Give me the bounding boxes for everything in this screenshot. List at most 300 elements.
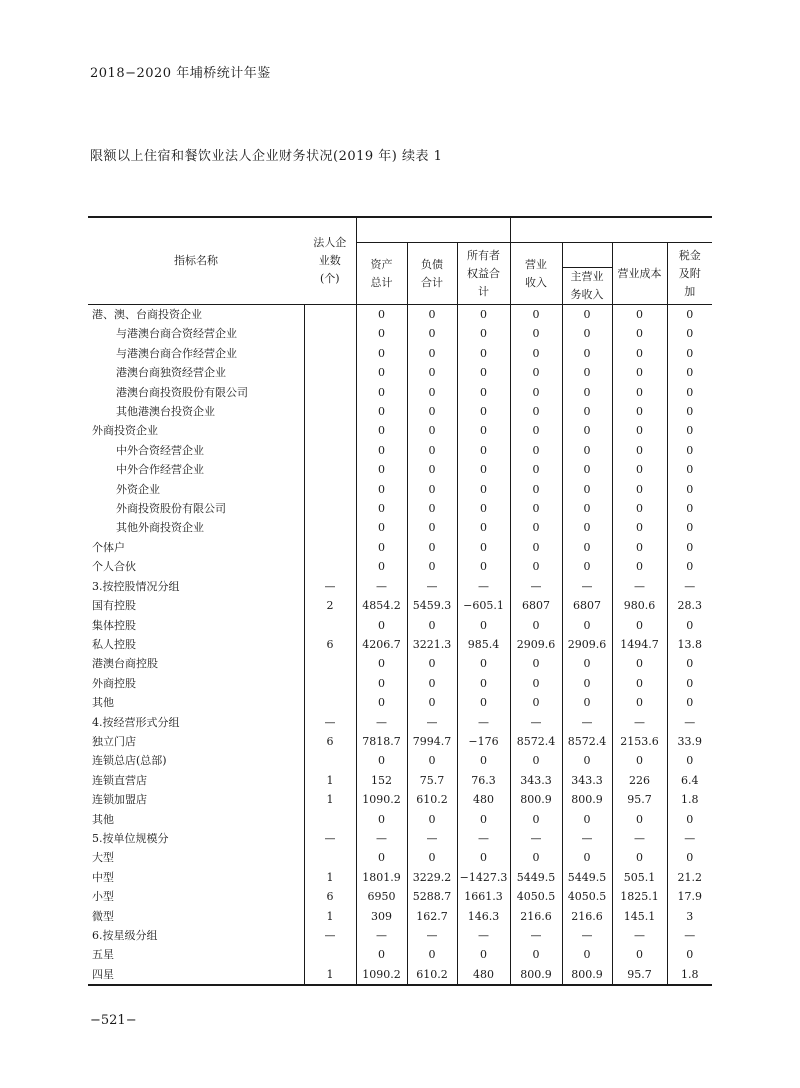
row-label: 五星	[92, 948, 114, 962]
row-label: 与港澳台商合资经营企业	[116, 327, 237, 341]
cell-liabilities: 7994.7	[407, 732, 457, 751]
cell-count	[304, 305, 356, 324]
cell-cost: 0	[612, 538, 667, 557]
cell-equity: −605.1	[457, 596, 510, 615]
cell-revenue: 0	[510, 538, 562, 557]
cell-tax: 0	[667, 674, 712, 693]
cell-main-revenue: 216.6	[562, 907, 612, 926]
row-label: 外资企业	[116, 482, 160, 496]
row-label: 私人控股	[92, 637, 136, 651]
cell-cost: 0	[612, 480, 667, 499]
cell-revenue: 5449.5	[510, 868, 562, 887]
cell-assets: 0	[356, 305, 407, 324]
row-label: 连锁总店(总部)	[92, 754, 167, 768]
cell-tax: —	[667, 577, 712, 596]
cell-cost: —	[612, 829, 667, 848]
row-label: 微型	[92, 909, 114, 923]
cell-cost: 95.7	[612, 965, 667, 985]
table-row	[88, 383, 712, 402]
cell-count	[304, 383, 356, 402]
cell-tax: 0	[667, 402, 712, 421]
table-row	[88, 751, 712, 770]
header-equity: 所有者权益合计	[457, 243, 510, 305]
cell-cost: 0	[612, 945, 667, 964]
row-label: 中型	[92, 870, 114, 884]
cell-main-revenue: 2909.6	[562, 635, 612, 654]
cell-liabilities: 0	[407, 421, 457, 440]
cell-equity: 0	[457, 460, 510, 479]
cell-main-revenue: 0	[562, 557, 612, 576]
row-label: 港澳台商投资股份有限公司	[116, 385, 248, 399]
cell-equity: 0	[457, 421, 510, 440]
table-row	[88, 887, 712, 906]
cell-tax: 0	[667, 751, 712, 770]
cell-assets: 6950	[356, 887, 407, 906]
row-label: 6.按星级分组	[92, 929, 158, 942]
cell-assets: 0	[356, 751, 407, 770]
table-row	[88, 790, 712, 809]
cell-equity: 0	[457, 499, 510, 518]
cell-revenue: 0	[510, 751, 562, 770]
cell-cost: 0	[612, 616, 667, 635]
cell-main-revenue: 0	[562, 441, 612, 460]
cell-cost: 0	[612, 383, 667, 402]
cell-count	[304, 693, 356, 712]
table-row	[88, 363, 712, 382]
cell-revenue: 0	[510, 441, 562, 460]
cell-revenue: 800.9	[510, 790, 562, 809]
cell-main-revenue: —	[562, 926, 612, 945]
cell-liabilities: 0	[407, 363, 457, 382]
cell-revenue: 0	[510, 460, 562, 479]
cell-main-revenue: 5449.5	[562, 868, 612, 887]
cell-assets: 0	[356, 421, 407, 440]
cell-tax: 0	[667, 480, 712, 499]
cell-count	[304, 480, 356, 499]
cell-assets: 0	[356, 518, 407, 537]
row-label: 大型	[92, 851, 114, 865]
cell-equity: 985.4	[457, 635, 510, 654]
row-label: 4.按经营形式分组	[92, 715, 180, 729]
cell-count: 6	[304, 887, 356, 906]
cell-liabilities: 0	[407, 751, 457, 770]
table-row	[88, 965, 712, 985]
cell-liabilities: 0	[407, 654, 457, 673]
header-main-revenue: 主营业务收入	[562, 268, 612, 305]
cell-count	[304, 945, 356, 964]
cell-revenue: 8572.4	[510, 732, 562, 751]
row-label: 与港澳台商合作经营企业	[116, 346, 237, 360]
row-label: 5.按单位规模分	[92, 831, 169, 845]
cell-count	[304, 518, 356, 537]
cell-main-revenue: —	[562, 577, 612, 596]
row-label: 个体户	[92, 540, 125, 554]
cell-revenue: 6807	[510, 596, 562, 615]
cell-tax: 0	[667, 421, 712, 440]
header-spacer	[562, 243, 612, 268]
cell-equity: 0	[457, 305, 510, 324]
cell-equity: 0	[457, 383, 510, 402]
row-label: 3.按控股情况分组	[92, 579, 180, 593]
cell-revenue: 0	[510, 383, 562, 402]
cell-liabilities: 0	[407, 518, 457, 537]
cell-assets: 4854.2	[356, 596, 407, 615]
cell-main-revenue: 8572.4	[562, 732, 612, 751]
cell-cost: 0	[612, 499, 667, 518]
cell-equity: 480	[457, 790, 510, 809]
cell-assets: —	[356, 713, 407, 732]
cell-count: 2	[304, 596, 356, 615]
cell-revenue: 0	[510, 654, 562, 673]
table-row	[88, 402, 712, 421]
cell-assets: —	[356, 926, 407, 945]
cell-main-revenue: 0	[562, 693, 612, 712]
cell-main-revenue: 0	[562, 810, 612, 829]
cell-main-revenue: 0	[562, 945, 612, 964]
cell-count	[304, 441, 356, 460]
cell-tax: 0	[667, 460, 712, 479]
cell-cost: 0	[612, 557, 667, 576]
cell-assets: 0	[356, 616, 407, 635]
cell-main-revenue: 0	[562, 518, 612, 537]
cell-count	[304, 751, 356, 770]
table-row	[88, 926, 712, 945]
cell-liabilities: 0	[407, 499, 457, 518]
cell-count: 1	[304, 907, 356, 926]
cell-assets: 0	[356, 538, 407, 557]
cell-assets: 0	[356, 693, 407, 712]
cell-assets: 0	[356, 674, 407, 693]
header-assets: 资产总计	[356, 243, 407, 305]
cell-main-revenue: 0	[562, 654, 612, 673]
cell-tax: 1.8	[667, 965, 712, 985]
cell-liabilities: 162.7	[407, 907, 457, 926]
cell-assets: 0	[356, 557, 407, 576]
row-label: 港澳台商控股	[92, 657, 158, 671]
cell-tax: 0	[667, 654, 712, 673]
cell-tax: 0	[667, 441, 712, 460]
cell-main-revenue: 0	[562, 344, 612, 363]
header-tax: 税金及附加	[667, 243, 712, 305]
cell-cost: 0	[612, 518, 667, 537]
cell-cost: 0	[612, 693, 667, 712]
cell-main-revenue: 800.9	[562, 790, 612, 809]
cell-cost: 95.7	[612, 790, 667, 809]
cell-tax: 0	[667, 945, 712, 964]
cell-liabilities: 0	[407, 538, 457, 557]
cell-count	[304, 363, 356, 382]
row-label: 中外合资经营企业	[116, 443, 204, 457]
cell-cost: 0	[612, 848, 667, 867]
cell-assets: 0	[356, 480, 407, 499]
cell-liabilities: —	[407, 577, 457, 596]
cell-revenue: 0	[510, 480, 562, 499]
header-revenue: 营业收入	[510, 243, 562, 305]
cell-liabilities: 0	[407, 305, 457, 324]
cell-revenue: 0	[510, 305, 562, 324]
cell-cost: —	[612, 926, 667, 945]
cell-liabilities: 0	[407, 480, 457, 499]
cell-equity: 0	[457, 518, 510, 537]
cell-main-revenue: 0	[562, 383, 612, 402]
cell-liabilities: 0	[407, 693, 457, 712]
cell-cost: 0	[612, 402, 667, 421]
cell-revenue: 0	[510, 848, 562, 867]
cell-tax: 0	[667, 305, 712, 324]
cell-revenue: 343.3	[510, 771, 562, 790]
cell-assets: 0	[356, 383, 407, 402]
table-row	[88, 810, 712, 829]
cell-cost: 0	[612, 363, 667, 382]
cell-assets: 7818.7	[356, 732, 407, 751]
cell-main-revenue: 0	[562, 538, 612, 557]
table-row	[88, 732, 712, 751]
header-name: 指标名称	[174, 254, 218, 267]
cell-tax: 0	[667, 383, 712, 402]
row-label: 连锁直营店	[92, 773, 147, 787]
cell-equity: 0	[457, 751, 510, 770]
cell-cost: 2153.6	[612, 732, 667, 751]
row-label: 小型	[92, 890, 114, 904]
cell-main-revenue: 343.3	[562, 771, 612, 790]
cell-main-revenue: 4050.5	[562, 887, 612, 906]
cell-revenue: 0	[510, 810, 562, 829]
table-row	[88, 907, 712, 926]
cell-revenue: 0	[510, 499, 562, 518]
cell-assets: 0	[356, 654, 407, 673]
table-row	[88, 538, 712, 557]
cell-assets: 152	[356, 771, 407, 790]
header-liabilities: 负债合计	[407, 243, 457, 305]
cell-revenue: —	[510, 829, 562, 848]
table-row	[88, 441, 712, 460]
cell-revenue: 0	[510, 421, 562, 440]
cell-count	[304, 421, 356, 440]
cell-main-revenue: 0	[562, 848, 612, 867]
cell-equity: 0	[457, 441, 510, 460]
cell-cost: 0	[612, 751, 667, 770]
cell-liabilities: 0	[407, 344, 457, 363]
cell-assets: —	[356, 577, 407, 596]
cell-main-revenue: 0	[562, 324, 612, 343]
table-row	[88, 518, 712, 537]
row-label: 中外合作经营企业	[116, 463, 204, 477]
row-label: 港、澳、台商投资企业	[92, 308, 202, 321]
table-row	[88, 480, 712, 499]
cell-tax: 0	[667, 538, 712, 557]
cell-count: 6	[304, 732, 356, 751]
cell-tax: 0	[667, 363, 712, 382]
cell-tax: 3	[667, 907, 712, 926]
cell-count: 1	[304, 771, 356, 790]
cell-liabilities: 0	[407, 674, 457, 693]
cell-liabilities: 5459.3	[407, 596, 457, 615]
table-row	[88, 771, 712, 790]
cell-liabilities: —	[407, 713, 457, 732]
table-row	[88, 577, 712, 596]
cell-equity: 0	[457, 810, 510, 829]
cell-cost: 145.1	[612, 907, 667, 926]
cell-cost: 0	[612, 421, 667, 440]
cell-assets: 309	[356, 907, 407, 926]
cell-count	[304, 460, 356, 479]
cell-revenue: 0	[510, 674, 562, 693]
cell-revenue: 0	[510, 402, 562, 421]
cell-tax: 0	[667, 616, 712, 635]
cell-equity: —	[457, 926, 510, 945]
cell-main-revenue: 0	[562, 499, 612, 518]
cell-main-revenue: 6807	[562, 596, 612, 615]
cell-revenue: 0	[510, 616, 562, 635]
cell-count	[304, 616, 356, 635]
cell-cost: 505.1	[612, 868, 667, 887]
cell-count	[304, 848, 356, 867]
cell-count: 6	[304, 635, 356, 654]
header-group-balance	[356, 217, 510, 243]
table-row	[88, 713, 712, 732]
table-row	[88, 848, 712, 867]
cell-count: 1	[304, 868, 356, 887]
cell-revenue: —	[510, 926, 562, 945]
cell-revenue: 2909.6	[510, 635, 562, 654]
row-label: 个人合伙	[92, 560, 136, 574]
cell-equity: −176	[457, 732, 510, 751]
cell-count: —	[304, 577, 356, 596]
cell-tax: 0	[667, 810, 712, 829]
cell-cost: 980.6	[612, 596, 667, 615]
cell-equity: 76.3	[457, 771, 510, 790]
cell-main-revenue: 800.9	[562, 965, 612, 985]
cell-equity: 1661.3	[457, 887, 510, 906]
cell-main-revenue: 0	[562, 460, 612, 479]
cell-cost: 0	[612, 324, 667, 343]
cell-equity: 0	[457, 538, 510, 557]
table-row	[88, 635, 712, 654]
table-row	[88, 557, 712, 576]
cell-liabilities: 75.7	[407, 771, 457, 790]
cell-liabilities: 3221.3	[407, 635, 457, 654]
cell-cost: 0	[612, 305, 667, 324]
row-label: 外商投资企业	[92, 424, 158, 438]
financial-table	[88, 216, 712, 986]
cell-equity: 0	[457, 654, 510, 673]
cell-main-revenue: 0	[562, 480, 612, 499]
cell-equity: 0	[457, 616, 510, 635]
row-label: 集体控股	[92, 618, 136, 632]
cell-equity: 0	[457, 363, 510, 382]
cell-tax: 33.9	[667, 732, 712, 751]
cell-tax: 21.2	[667, 868, 712, 887]
row-label: 四星	[92, 967, 114, 981]
cell-count: —	[304, 926, 356, 945]
cell-liabilities: 0	[407, 848, 457, 867]
cell-revenue: 0	[510, 945, 562, 964]
cell-liabilities: 0	[407, 383, 457, 402]
cell-assets: 0	[356, 441, 407, 460]
row-label: 独立门店	[92, 734, 136, 748]
table-row	[88, 460, 712, 479]
cell-count: 1	[304, 790, 356, 809]
cell-assets: 1090.2	[356, 790, 407, 809]
row-label: 外商控股	[92, 676, 136, 690]
table-row	[88, 324, 712, 343]
cell-main-revenue: —	[562, 829, 612, 848]
cell-main-revenue: 0	[562, 751, 612, 770]
cell-main-revenue: 0	[562, 305, 612, 324]
cell-liabilities: 0	[407, 945, 457, 964]
cell-cost: —	[612, 713, 667, 732]
cell-tax: 6.4	[667, 771, 712, 790]
cell-equity: 0	[457, 674, 510, 693]
cell-liabilities: 0	[407, 324, 457, 343]
cell-assets: 0	[356, 363, 407, 382]
cell-count	[304, 674, 356, 693]
cell-assets: 0	[356, 344, 407, 363]
cell-equity: 0	[457, 324, 510, 343]
cell-tax: —	[667, 713, 712, 732]
table-row	[88, 499, 712, 518]
cell-main-revenue: 0	[562, 402, 612, 421]
cell-equity: 0	[457, 344, 510, 363]
cell-cost: 0	[612, 654, 667, 673]
cell-liabilities: 0	[407, 460, 457, 479]
table-row	[88, 693, 712, 712]
cell-equity: 0	[457, 945, 510, 964]
cell-assets: 0	[356, 499, 407, 518]
table-row	[88, 616, 712, 635]
cell-equity: 0	[457, 557, 510, 576]
cell-equity: 480	[457, 965, 510, 985]
cell-main-revenue: 0	[562, 363, 612, 382]
cell-cost: —	[612, 577, 667, 596]
cell-tax: 0	[667, 693, 712, 712]
table-row	[88, 829, 712, 848]
cell-assets: 0	[356, 402, 407, 421]
cell-tax: —	[667, 926, 712, 945]
cell-count: 1	[304, 965, 356, 985]
cell-tax: 0	[667, 518, 712, 537]
cell-liabilities: —	[407, 926, 457, 945]
table-row	[88, 945, 712, 964]
cell-cost: 0	[612, 810, 667, 829]
header-group-income	[510, 217, 712, 243]
cell-cost: 226	[612, 771, 667, 790]
cell-count	[304, 538, 356, 557]
cell-assets: 0	[356, 810, 407, 829]
row-label: 其他	[92, 696, 114, 710]
row-label: 连锁加盟店	[92, 793, 147, 807]
cell-liabilities: 0	[407, 557, 457, 576]
row-label: 港澳台商独资经营企业	[116, 366, 226, 380]
table-row	[88, 344, 712, 363]
cell-revenue: 0	[510, 344, 562, 363]
cell-revenue: 0	[510, 518, 562, 537]
cell-cost: 1825.1	[612, 887, 667, 906]
cell-count	[304, 499, 356, 518]
table-row	[88, 596, 712, 615]
cell-equity: 0	[457, 480, 510, 499]
cell-cost: 0	[612, 344, 667, 363]
table-body	[88, 305, 712, 985]
page-number: −521−	[90, 1013, 137, 1028]
cell-equity: —	[457, 713, 510, 732]
table-row	[88, 674, 712, 693]
cell-liabilities: 5288.7	[407, 887, 457, 906]
cell-equity: 0	[457, 402, 510, 421]
cell-assets: 0	[356, 848, 407, 867]
cell-revenue: 0	[510, 557, 562, 576]
cell-revenue: 0	[510, 363, 562, 382]
